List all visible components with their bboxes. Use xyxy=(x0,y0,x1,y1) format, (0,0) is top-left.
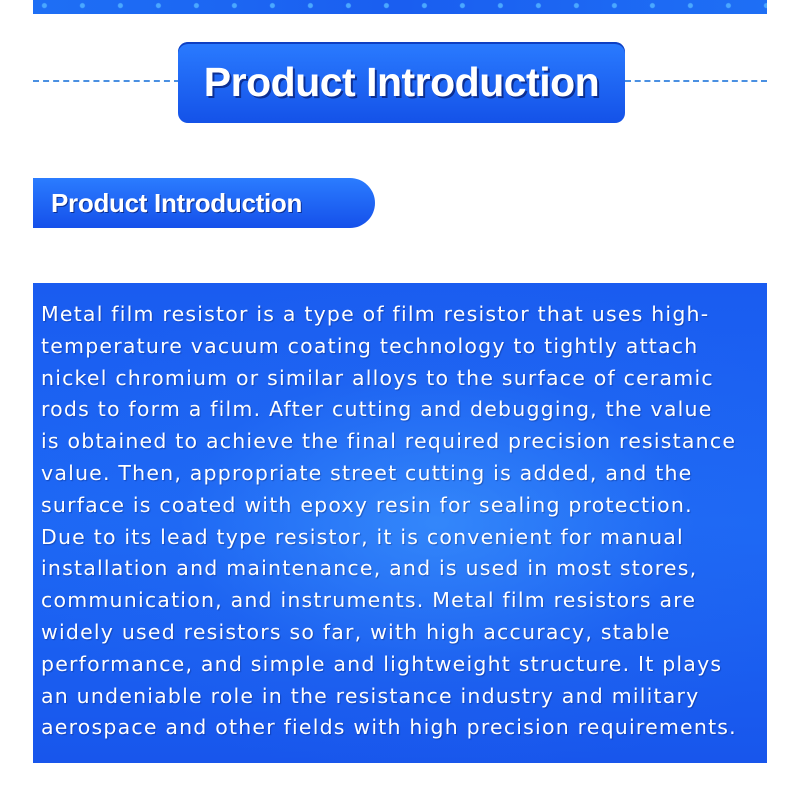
description-line: communication, and instruments. Metal film resistors are xyxy=(41,588,697,613)
description-line: temperature vacuum coating technology to tightly attach xyxy=(41,333,699,358)
description-line: Metal film resistor is a type of film resistor that uses high- xyxy=(41,302,710,326)
description-line: surface is coated with epoxy resin for sealing protection. xyxy=(41,492,693,517)
description-line: nickel chromium or similar alloys to the surface of ceramic xyxy=(41,365,714,390)
description-line: aerospace and other fields with high precision requirements. xyxy=(41,715,737,740)
top-decorative-strip xyxy=(33,0,767,14)
description-panel xyxy=(33,283,767,763)
page-title: Product Introduction xyxy=(203,59,600,105)
description-line: an undeniable role in the resistance industry and military xyxy=(41,683,700,708)
section-title: Product Introduction xyxy=(51,187,303,218)
description-line: Due to its lead type resistor, it is convenient for manual xyxy=(41,524,684,549)
description-text xyxy=(41,299,761,744)
section-heading-tab xyxy=(33,178,375,228)
description-line: installation and maintenance, and is used in most stores, xyxy=(41,556,698,581)
description-line: rods to form a film. After cutting and debugging, the value xyxy=(41,397,713,422)
title-divider-left xyxy=(33,80,180,82)
description-line: is obtained to achieve the final required precision resistance xyxy=(41,429,737,454)
description-line: performance, and simple and lightweight structure. It plays xyxy=(41,651,723,676)
description-line: widely used resistors so far, with high accuracy, stable xyxy=(41,619,671,644)
title-divider-right xyxy=(625,80,767,82)
main-title-banner xyxy=(178,42,625,123)
description-line: value. Then, appropriate street cutting is added, and the xyxy=(41,460,693,485)
